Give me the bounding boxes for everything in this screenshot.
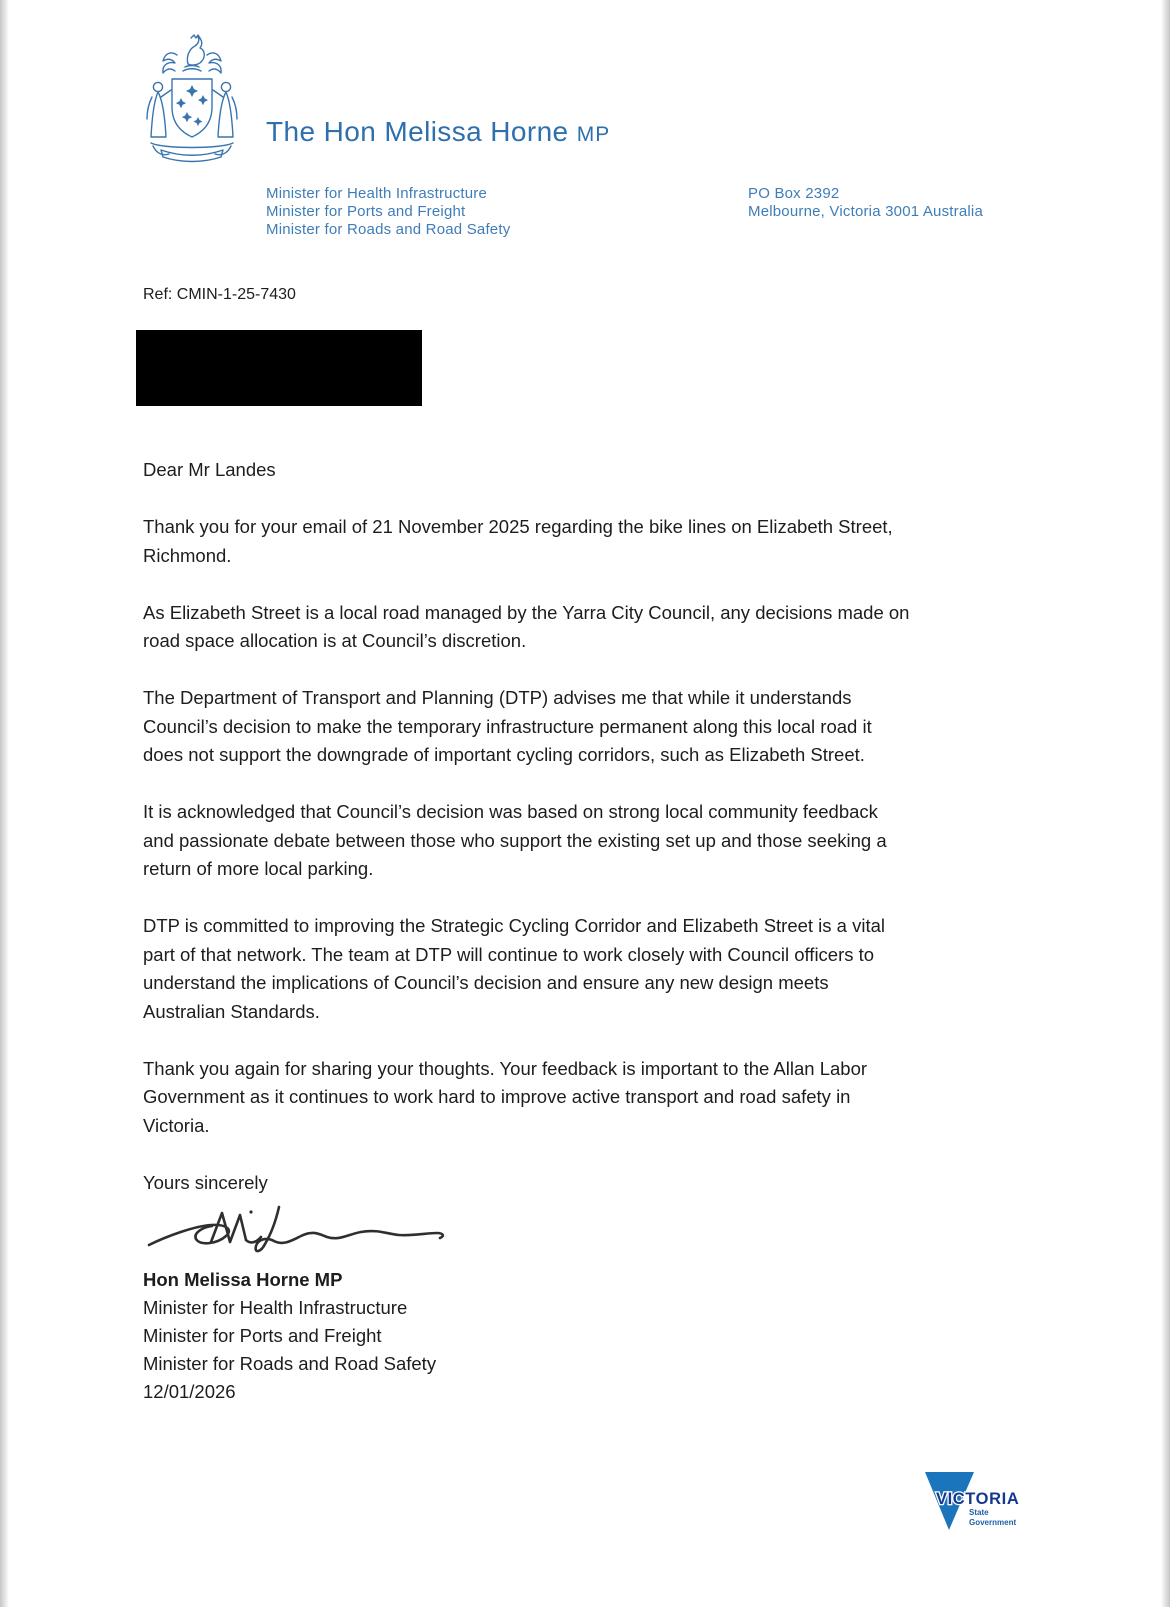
paragraph-line: return of more local parking.: [143, 858, 374, 879]
minister-role: Minister for Health Infrastructure: [266, 185, 488, 202]
page-title: [266, 116, 610, 148]
signatory-role: Minister for Health Infrastructure: [143, 1297, 408, 1318]
mp-suffix: MP: [576, 123, 611, 146]
reference-number: Ref: CMIN-1-25-7430: [143, 286, 296, 303]
office-address: [748, 185, 983, 221]
paragraph-line: It is acknowledged that Council’s decision was based on strong local community feedback: [143, 801, 878, 822]
paragraph-line: Victoria.: [143, 1114, 210, 1136]
state-government-tagline-2: Government: [969, 1518, 1017, 1527]
state-government-tagline-1: State: [969, 1508, 989, 1517]
paragraph: [143, 912, 909, 1026]
signatory-role: Minister for Ports and Freight: [143, 1325, 382, 1346]
paragraph: [143, 798, 909, 884]
handwritten-signature: [145, 1203, 450, 1261]
page-left-edge: [0, 0, 9, 1607]
paragraph: [143, 599, 909, 656]
letter-body: [143, 456, 909, 1197]
victoria-wordmark: VICTORIA: [936, 1490, 1020, 1508]
paragraph-line: and passionate debate between those who support the existing set up and those seeking a: [143, 829, 887, 851]
paragraph: [143, 1055, 909, 1141]
victoria-coat-of-arms-icon: [139, 33, 245, 167]
paragraph-line: does not support the downgrade of important cycling corridors, such as Elizabeth Street.: [143, 744, 865, 765]
paragraph-line: As Elizabeth Street is a local road managed by the Yarra City Council, any decisions made on: [143, 601, 910, 623]
paragraph-line: Council’s decision to make the temporary infrastructure permanent along this local road it: [143, 715, 872, 737]
letter-date: 12/01/2026: [143, 1381, 236, 1402]
redacted-recipient-address: [136, 330, 422, 406]
paragraph-line: Richmond.: [143, 544, 232, 566]
paragraph-line: road space allocation is at Council’s discretion.: [143, 630, 527, 651]
paragraph-line: Australian Standards.: [143, 1000, 320, 1022]
signatory-name: Hon Melissa Horne MP: [143, 1269, 343, 1290]
closing: Yours sincerely: [143, 1171, 268, 1193]
paragraph-line: understand the implications of Council’s decision and ensure any new design meets: [143, 972, 829, 993]
victoria-state-government-logo: [903, 1452, 1033, 1547]
paragraph-line: DTP is committed to improving the Strategic Cycling Corridor and Elizabeth Street is a vital: [143, 915, 886, 936]
paragraph-line: Thank you again for sharing your thoughts. Your feedback is important to the Allan Labor: [143, 1057, 868, 1079]
minister-role: Minister for Ports and Freight: [266, 203, 466, 220]
minister-name: The Hon Melissa Horne: [266, 116, 577, 147]
address-line: Melbourne, Victoria 3001 Australia: [748, 203, 983, 220]
paragraph: [143, 684, 909, 770]
page-right-edge: [1161, 0, 1170, 1607]
paragraph-line: The Department of Transport and Planning (DTP) advises me that while it understands: [143, 687, 852, 708]
signature-block: [143, 1266, 436, 1406]
minister-roles: [266, 185, 510, 239]
minister-role: Minister for Roads and Road Safety: [266, 221, 511, 238]
paragraph-line: part of that network. The team at DTP will continue to work closely with Council officers to: [143, 943, 875, 965]
paragraph-line: Thank you for your email of 21 November 2025 regarding the bike lines on Elizabeth Street,: [143, 516, 893, 537]
signatory-role: Minister for Roads and Road Safety: [143, 1353, 437, 1374]
address-line: PO Box 2392: [748, 185, 840, 202]
paragraph: [143, 513, 909, 570]
salutation: Dear Mr Landes: [143, 459, 276, 480]
paragraph-line: Government as it continues to work hard to improve active transport and road safety in: [143, 1086, 851, 1107]
